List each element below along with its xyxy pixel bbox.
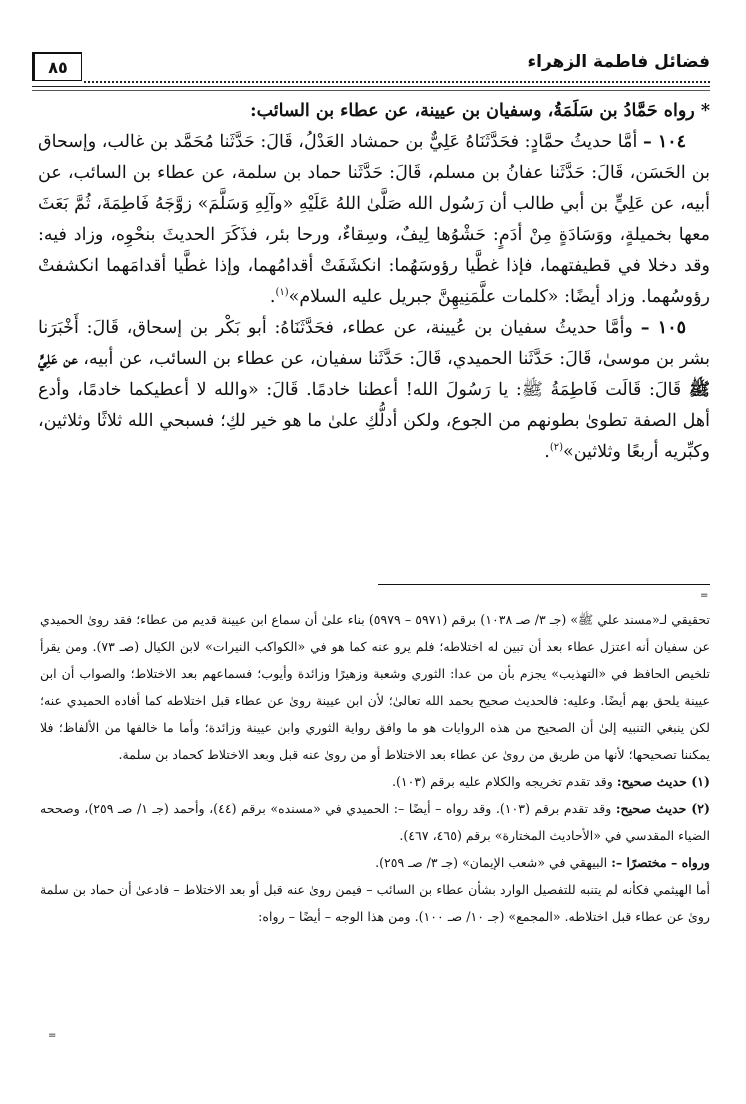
section-lead: * رواه حَمَّادُ بن سَلَمَةُ، وسفيان بن عيينة، عن عطاء بن السائب: — [250, 101, 710, 121]
footnote-label: (١) حديث صحيح: — [616, 774, 710, 789]
footnote-text: وقد تقدم تخريجه والكلام عليه برقم (١٠٣). — [391, 774, 613, 789]
footnote-text: البيهقي في «شعب الإيمان» (جـ ٣/ صـ ٢٥٩). — [375, 855, 608, 870]
running-title: فضائل فاطمة الزهراء — [527, 52, 710, 72]
hadith-number: ١٠٥ – — [640, 318, 686, 338]
footnote-text: وقد تقدم برقم (١٠٣). وقد رواه – أيضًا –: الحميدي في «مسنده» برقم (٤٤)، وأحمد (جـ ١/ صـ ٢٥٩)، وصححه الضياء المقدسي في «الأحاديث المختارة» برقم (٤٦٥، ٤٦٧). — [40, 801, 710, 843]
hadith-text: وأمَّا حديثُ سفيان بن عُيينة، عن عطاء، فحَدَّثَنَاهُ: أبو بَكْر بن إسحاق، قَالَ: أَخْبَرَنا بشر بن موسىٰ، قَالَ: حَدَّثَنا الحميدي، قَالَ: حَدَّثَنا سفيان، عن عطاء بن السائب، عن أبيه، — [38, 318, 710, 369]
hadith-105 — [38, 313, 710, 468]
hadith-text: قَالَ: قَالَت فَاطِمَةُ ﷺ: يا رَسُولَ الله! أعطنا خادمًا. قَالَ: «والله لا أعطيكما خادمًا، وأدع أهل الصفة تطوىٰ بطونهم من الجوع، ولكن أدلُّكِ علىٰ ما هو خير لكِ؛ فسبحي الله ثلاثًا وثلاثين، وكبِّريه أربعًا وثلاثين» — [38, 380, 710, 462]
footnote-separator — [378, 584, 710, 585]
hadith-bold-phrase: عن عَلِيٍّ ﷺ — [38, 349, 710, 400]
hadith-text: أمَّا حديثُ حمَّادٍ: فحَدَّثَنَاهُ عَلِيٌّ بن حمشاد العَدْلُ، قَالَ: حَدَّثَنا مُحَمَّد بن غالب، وإسحاق بن الحَسَن، قَالَ: حَدَّثَنا عفانُ بن مسلم، قَالَ: حَدَّثَنا حماد بن سلمة، عن عطاء بن السائب، عن أبيه، عن عَلِيٍّ بن أبي طالب أن رَسُول الله صَلَّىٰ اللهُ عَلَيْهِ «وآلِهِ وَسَلَّمَ» زوَّجَهُ فَاطِمَةَ، ثُمَّ بَعَثَ معها بخميلةٍ، ووَسَادَةٍ مِنْ أدَمٍ: حَشْوُها لِيفٌ، وسِقاءٌ، ورحا بئر، فذَكَرَ الحديثَ بنحْوِه، وزاد فيه: وقد دخلا في قطيفتهما، فإذا غطَّيا رؤوسَهُما: انكشَفَتْ أقدامُهما، وإذا غطَّيا أقدامَهما انكشفتْ رؤوسُهما. وزاد أيضًا: «كلمات علَّمَنِيهِنَّ جبريل عليه السلام» — [38, 132, 710, 307]
continues-mark: = — [48, 1030, 57, 1041]
footnote-2-extra — [40, 849, 710, 876]
page-number: ٨٥ — [32, 52, 82, 81]
footnote-label: ورواه – مختصرًا –: — [611, 855, 710, 870]
punctuation: . — [544, 442, 550, 462]
dotted-rule — [84, 81, 710, 83]
footnote-continuation: تحقيقي لـ«مسند علي ﷺ» (جـ ٣/ صـ ١٠٣٨) برقم (٥٩٧١ – ٥٩٧٩) بناء علىٰ أن سماع ابن عيينة قديم من عطاء؛ فقد روىٰ الحميدي عن سفيان أنه اعتزل عطاء بعد أن تبين له اختلاطه؛ فلم يرو عنه كما هو في «الكواكب النيرات» لابن الكيال (صـ ٧٣). ومن يقرأ تلخيص الحافظ في «التهذيب» يجزم بأن من عدا: الثوري وشعبة وزهيرًا وزائدة وأيوب؛ فسماعهم بعد الاختلاط؛ والصواب أن ابن عيينة يلحق بهم أيضًا. وعليه: فالحديث صحيح بحمد الله تعالىٰ؛ لأن ابن عيينة روىٰ عن عطاء قبل اختلاطه كما أفاده الحميدي عنه؛ لكن ينبغي التنبيه إلىٰ أن الصحيح من هذه الروايات هو ما وافق رواية الثوري وابن عيينة وزائدة؛ وأما ما خالفها من الألفاظ؛ فلا يمكننا تصحيحها؛ لأنها من طريق من روىٰ عن عطاء بعد الاختلاط أو من روىٰ عنه قبل وبعد الاختلاط كحماد بن سلمة. — [40, 612, 710, 762]
hadith-104 — [38, 127, 710, 313]
punctuation: . — [269, 287, 276, 307]
header-rule — [32, 86, 710, 91]
hadith-number: ١٠٤ – — [642, 132, 687, 152]
footnote-ref[interactable]: (٢) — [549, 442, 563, 454]
footnotes — [40, 606, 710, 930]
footnote-2 — [40, 795, 710, 849]
footnote-haythami: أما الهيثمي فكأنه لم يتنبه للتفصيل الوارد بشأن عطاء بن السائب – فيمن روىٰ عنه قبل أو بعد الاختلاط – فادعىٰ أن حماد بن سلمة روىٰ عن عطاء قبل اختلاطه. «المجمع» (جـ ١٠/ صـ ١٠٠). ومن هذا الوجه – أيضًا – رواه: — [40, 882, 710, 924]
main-text — [38, 96, 710, 468]
footnote-ref[interactable]: (١) — [275, 287, 289, 299]
continued-mark: = — [700, 590, 709, 601]
footnote-label: (٢) حديث صحيح: — [615, 801, 710, 816]
page-header — [32, 48, 710, 88]
footnote-1 — [40, 768, 710, 795]
